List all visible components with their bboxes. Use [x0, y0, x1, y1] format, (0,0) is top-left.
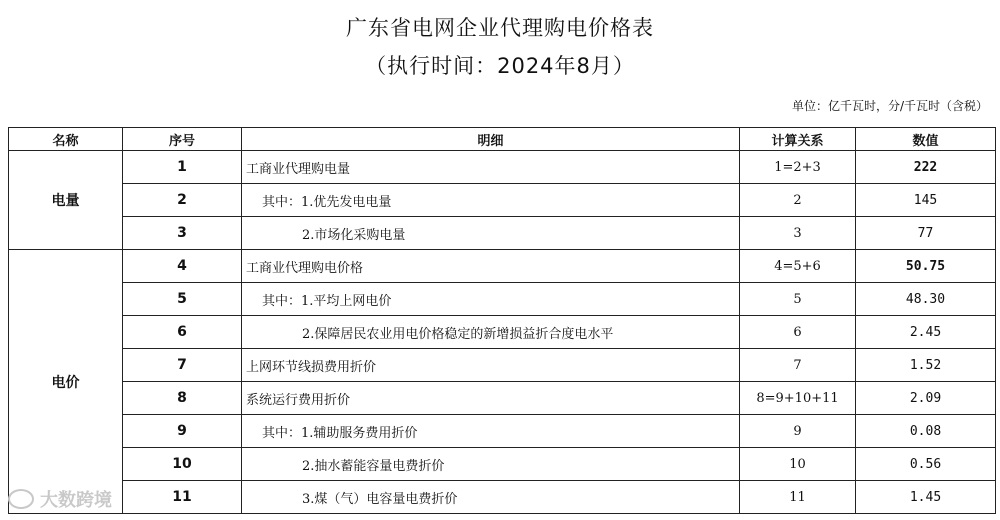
row-calc: 11 — [740, 481, 856, 514]
header-value: 数值 — [856, 128, 996, 151]
row-value: 1.45 — [856, 481, 996, 514]
row-value: 2.45 — [856, 316, 996, 349]
row-value: 145 — [856, 184, 996, 217]
row-value: 48.30 — [856, 283, 996, 316]
row-calc: 4=5+6 — [740, 250, 856, 283]
header-name: 名称 — [9, 128, 123, 151]
page-subtitle: （执行时间：2024年8月） — [365, 54, 635, 78]
row-detail: 其中：1.优先发电电量 — [242, 184, 740, 217]
row-detail: 上网环节线损费用折价 — [242, 349, 740, 382]
row-value: 77 — [856, 217, 996, 250]
row-calc: 2 — [740, 184, 856, 217]
row-value: 2.09 — [856, 382, 996, 415]
row-seq: 1 — [123, 151, 242, 184]
row-value: 1.52 — [856, 349, 996, 382]
row-detail: 2.保障居民农业用电价格稳定的新增损益折合度电水平 — [242, 316, 740, 349]
row-detail: 2.市场化采购电量 — [242, 217, 740, 250]
row-detail: 其中：1.平均上网电价 — [242, 283, 740, 316]
table-row — [9, 217, 996, 250]
header-detail: 明细 — [242, 128, 740, 151]
row-seq: 11 — [123, 481, 242, 514]
watermark — [8, 486, 112, 512]
row-detail: 3.煤（气）电容量电费折价 — [242, 481, 740, 514]
table-row — [9, 316, 996, 349]
row-calc: 9 — [740, 415, 856, 448]
row-seq: 2 — [123, 184, 242, 217]
row-calc: 6 — [740, 316, 856, 349]
row-value: 222 — [856, 151, 996, 184]
row-calc: 3 — [740, 217, 856, 250]
row-seq: 10 — [123, 448, 242, 481]
table-row — [9, 349, 996, 382]
row-calc: 1=2+3 — [740, 151, 856, 184]
row-calc: 10 — [740, 448, 856, 481]
row-detail: 系统运行费用折价 — [242, 382, 740, 415]
row-detail: 2.抽水蓄能容量电费折价 — [242, 448, 740, 481]
table-row — [9, 151, 996, 184]
row-seq: 9 — [123, 415, 242, 448]
row-seq: 3 — [123, 217, 242, 250]
row-value: 0.08 — [856, 415, 996, 448]
table-row — [9, 283, 996, 316]
group-label-price: 电价 — [9, 250, 123, 514]
table-row — [9, 448, 996, 481]
header-calc: 计算关系 — [740, 128, 856, 151]
row-detail: 工商业代理购电价格 — [242, 250, 740, 283]
watermark-logo-icon — [8, 489, 34, 509]
row-value: 50.75 — [856, 250, 996, 283]
row-detail: 其中：1.辅助服务费用折价 — [242, 415, 740, 448]
row-seq: 7 — [123, 349, 242, 382]
row-seq: 4 — [123, 250, 242, 283]
row-seq: 5 — [123, 283, 242, 316]
table-row — [9, 382, 996, 415]
page-title: 广东省电网企业代理购电价格表 — [346, 16, 654, 40]
table-row — [9, 250, 996, 283]
watermark-text: 大数跨境 — [40, 490, 112, 511]
header-seq: 序号 — [123, 128, 242, 151]
table-row — [9, 415, 996, 448]
group-label-energy: 电量 — [9, 151, 123, 250]
row-seq: 8 — [123, 382, 242, 415]
price-table — [8, 127, 996, 514]
row-seq: 6 — [123, 316, 242, 349]
row-calc: 8=9+10+11 — [740, 382, 856, 415]
table-header-row — [9, 128, 996, 151]
unit-note: 单位：亿千瓦时，分/千瓦时（含税） — [791, 99, 988, 113]
row-detail: 工商业代理购电量 — [242, 151, 740, 184]
row-calc: 5 — [740, 283, 856, 316]
table-row — [9, 184, 996, 217]
row-value: 0.56 — [856, 448, 996, 481]
row-calc: 7 — [740, 349, 856, 382]
table-row — [9, 481, 996, 514]
